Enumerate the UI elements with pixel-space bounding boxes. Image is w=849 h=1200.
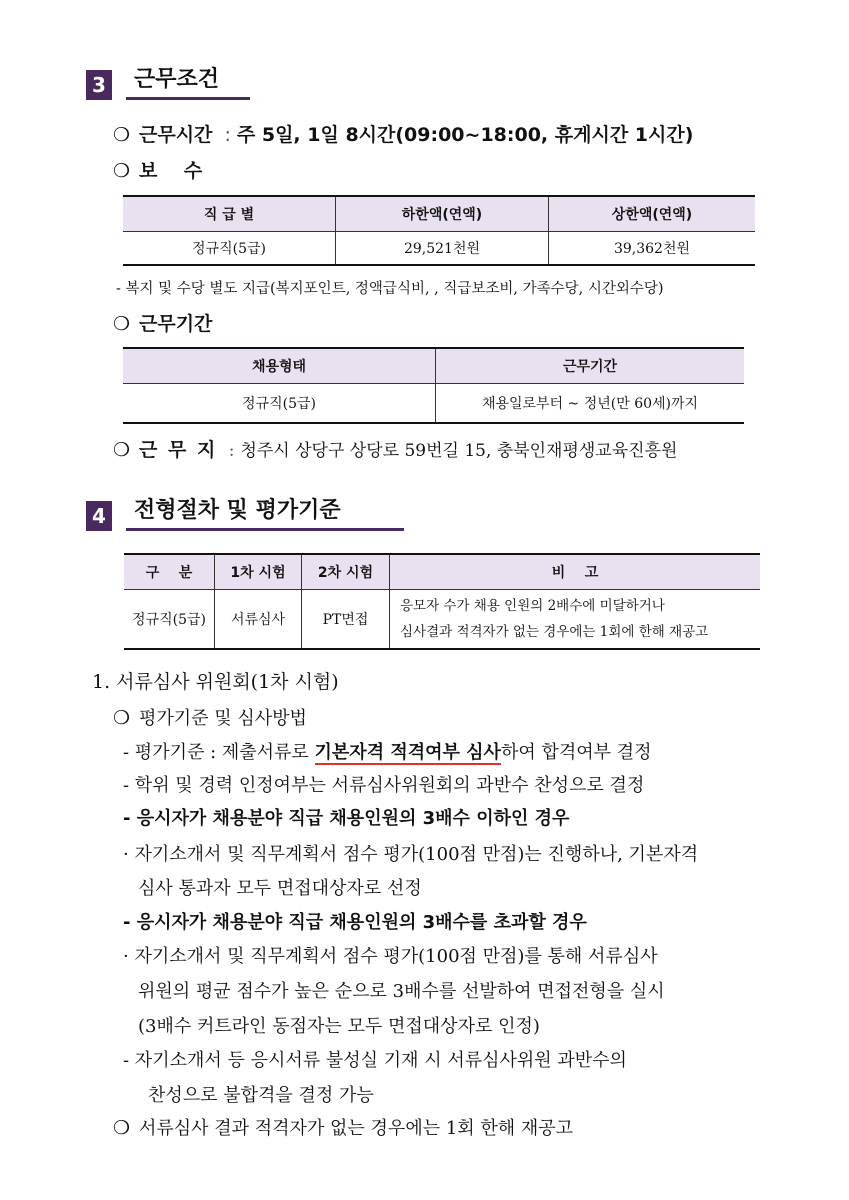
work-hours-line: ❍ 근무시간 : 주 5일, 1일 8시간(09:00~18:00, 휴게시간 1시간) xyxy=(113,124,694,146)
case-1-title: - 응시자가 채용분야 직급 채용인원의 3배수 이하인 경우 xyxy=(123,808,570,829)
table-header: 직 급 별 xyxy=(123,196,336,232)
case-2-line: · 자기소개서 및 직무계획서 점수 평가(100점 만점)를 통해 서류심사 xyxy=(123,946,658,967)
case-1-line: · 자기소개서 및 직무계획서 점수 평가(100점 만점)는 진행하나, 기본자격 xyxy=(123,844,699,865)
table-row: 정규직(5급) 29,521천원 39,362천원 xyxy=(123,232,755,266)
table-header: 하한액(연액) xyxy=(336,196,549,232)
table-header: 근무기간 xyxy=(436,348,745,384)
work-period-table xyxy=(123,347,744,424)
selection-table xyxy=(124,553,760,650)
defect-line: - 자기소개서 등 응시서류 불성실 기재 시 서류심사위원 과반수의 xyxy=(123,1050,627,1071)
table-header: 구 분 xyxy=(124,554,215,590)
table-header: 상한액(연액) xyxy=(549,196,756,232)
case-1-line: 심사 통과자 모두 면접대상자로 선정 xyxy=(138,878,422,899)
case-2-line: (3배수 커트라인 동점자는 모두 면접대상자로 인정) xyxy=(138,1016,540,1037)
retry-line: ❍ 서류심사 결과 적격자가 없는 경우에는 1회 한해 재공고 xyxy=(113,1117,574,1139)
table-header: 비 고 xyxy=(390,554,761,590)
table-row: 정규직(5급) 채용일로부터 ~ 정년(만 60세)까지 xyxy=(123,384,744,424)
circle-bullet-icon: ❍ xyxy=(113,313,131,335)
circle-bullet-icon: ❍ xyxy=(113,707,131,729)
work-period-line: ❍ 근무기간 xyxy=(113,313,213,335)
section-3-header xyxy=(86,65,250,100)
case-2-line: 위원의 평균 점수가 높은 순으로 3배수를 선발하여 면접전형을 실시 xyxy=(138,981,665,1002)
circle-bullet-icon: ❍ xyxy=(113,1117,131,1139)
circle-bullet-icon: ❍ xyxy=(113,124,131,146)
section-number: 4 xyxy=(86,501,112,531)
work-location-line: ❍ 근 무 지 : 청주시 상당구 상당로 59번길 15, 충북인재평생교육진흥원 xyxy=(113,439,678,461)
table-row: 정규직(5급) 서류심사 PT면접 응모자 수가 채용 인원의 2배수에 미달하거나 심사결과 적격자가 없는 경우에는 1회에 한해 재공고 xyxy=(124,590,760,650)
table-header: 채용형태 xyxy=(123,348,436,384)
pay-line: ❍ 보 수 xyxy=(113,160,203,182)
circle-bullet-icon: ❍ xyxy=(113,439,131,461)
table-header: 2차 시험 xyxy=(302,554,390,590)
note-line: 심사결과 적격자가 없는 경우에는 1회에 한해 재공고 xyxy=(400,624,709,640)
section-title: 전형절차 및 평가기준 xyxy=(126,496,404,531)
note-line: 응모자 수가 채용 인원의 2배수에 미달하거나 xyxy=(400,598,665,614)
highlighted-criteria: 기본자격 적격여부 심사 xyxy=(314,742,501,763)
case-2-title: - 응시자가 채용분야 직급 채용인원의 3배수를 초과할 경우 xyxy=(123,912,587,933)
criteria-heading: ❍ 평가기준 및 심사방법 xyxy=(113,707,307,729)
section-number: 3 xyxy=(86,70,112,100)
item-1-title: 1. 서류심사 위원회(1차 시험) xyxy=(92,671,339,693)
benefits-note: - 복지 및 수당 별도 지급(복지포인트, 정액급식비, , 직급보조비, 가족수당, 시간외수당) xyxy=(116,281,664,297)
table-header: 1차 시험 xyxy=(215,554,302,590)
pay-table xyxy=(123,195,755,266)
degree-line: - 학위 및 경력 인정여부는 서류심사위원회의 과반수 찬성으로 결정 xyxy=(123,775,645,796)
circle-bullet-icon: ❍ xyxy=(113,160,131,182)
criteria-line: - 평가기준 : 제출서류로 기본자격 적격여부 심사하여 합격여부 결정 xyxy=(123,742,652,763)
section-4-header xyxy=(86,496,404,531)
section-title: 근무조건 xyxy=(126,65,250,100)
defect-line: 찬성으로 불합격을 결정 가능 xyxy=(148,1085,374,1106)
